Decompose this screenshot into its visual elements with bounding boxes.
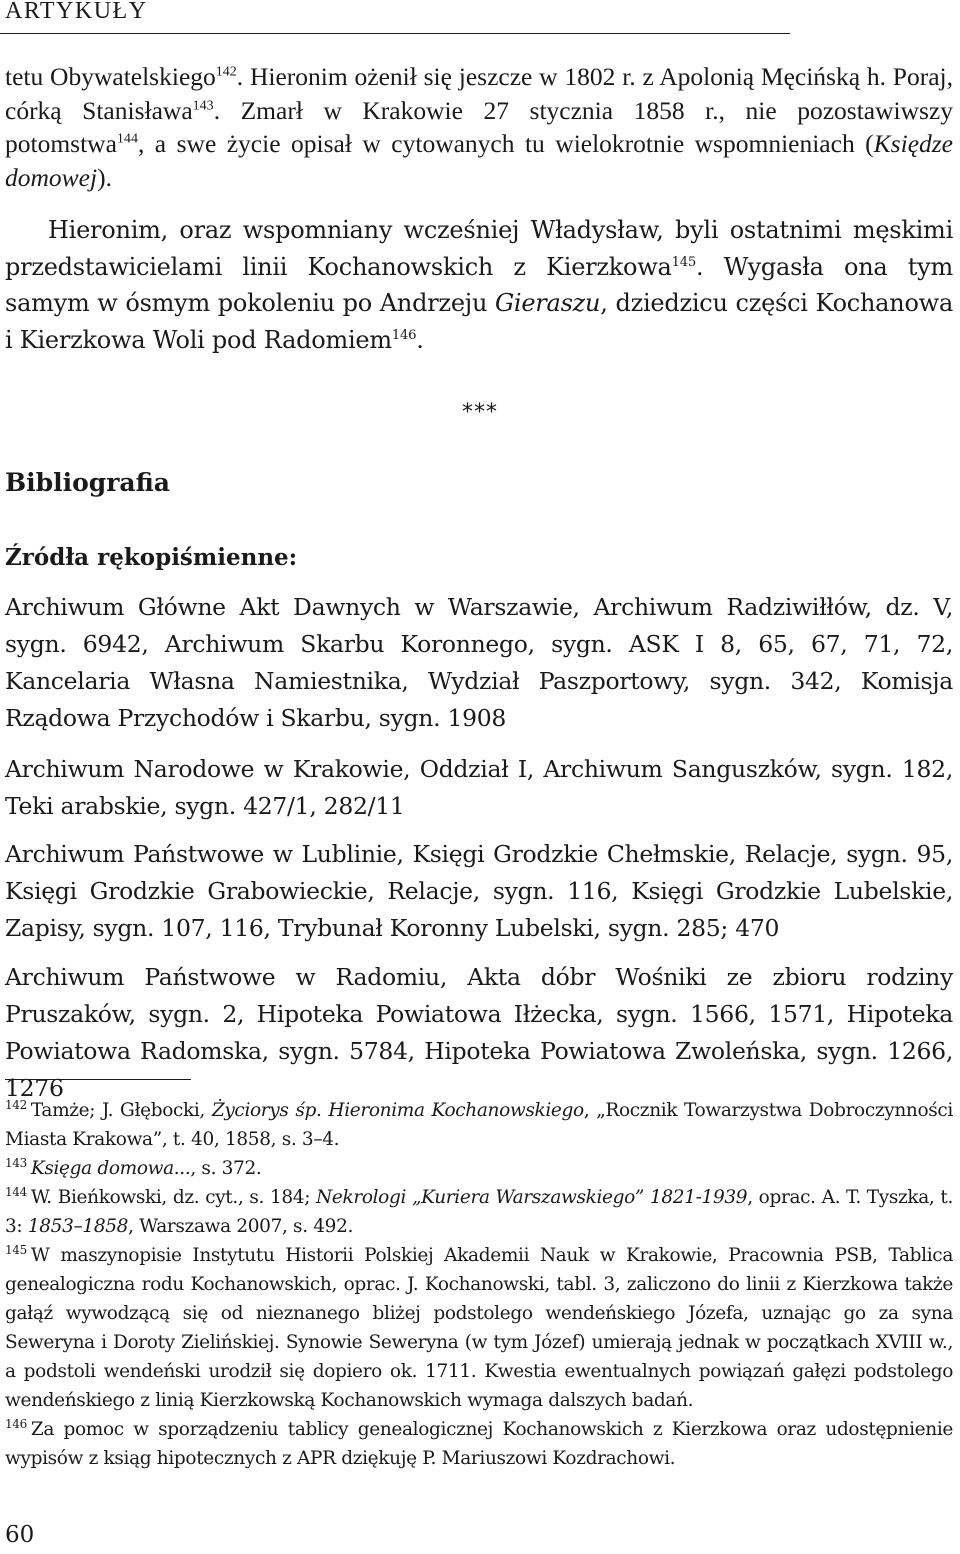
text-run: W maszynopisie Instytutu Historii Polskiej Akademii Nauk w Krakowie, Pracownia PSB, Tablica genealogiczna rodu Kochanowskich, oprac. J. Kochanowski, tabl. 3, zaliczono do linii z Kierzkowa także gałąź wywodzącą się od nieznanego bliżej podstolego wendeńskiego Józefa, uznając go za syna Seweryna i Doroty Zielińskiej. Synowie Seweryna (w tym Józef) umierają jednak w początkach XVIII w., a podstoli wendeński urodził się dopiero ok. 1711. Kwestia ewentualnych powiązań gałęzi podstolego wendeńskiego z linią Kierzkowską Kochanowskich wymaga dalszych badań. — [5, 1245, 953, 1411]
text-run: W. Bieńkowski, dz. cyt., s. 184; — [30, 1187, 317, 1208]
bibliography-entry: Archiwum Państwowe w Radomiu, Akta dóbr Wośniki ze zbioru rodziny Pruszaków, sygn. 2, Hipoteka Powiatowa Iłżecka, sygn. 1566, 1571, Hipoteka Powiatowa Radomska, sygn. 5784, Hipoteka Powiatowa Zwoleńska, sygn. 1266, 1276 — [5, 963, 953, 1102]
footnote-number: 142 — [5, 1097, 27, 1112]
page-number: 60 — [5, 1522, 35, 1548]
italic-title: Życiorys śp. Hieronima Kochanowskiego — [211, 1100, 584, 1121]
footnote-ref-145[interactable]: 145 — [671, 254, 697, 270]
footnote-ref-142[interactable]: 142 — [215, 64, 237, 80]
footnote-ref-144[interactable]: 144 — [116, 131, 138, 147]
footnote-number: 143 — [5, 1155, 27, 1170]
section-separator: *** — [462, 400, 498, 425]
italic-name: Gieraszu — [495, 289, 601, 317]
text-run: . Zmarł w Krakowie 27 stycznia 1858 r., nie pozostawiwszy potomstwa — [5, 95, 954, 158]
footnote-number: 146 — [5, 1416, 27, 1431]
italic-title: 1853–1858 — [27, 1216, 129, 1237]
footnote-144 — [5, 1183, 953, 1241]
bibliography-heading: Bibliografia — [5, 468, 171, 497]
footnote-number: 144 — [5, 1184, 27, 1199]
header-rule — [0, 33, 790, 34]
text-run: , s. 372. — [190, 1158, 262, 1179]
section-header: ARTYKUŁY — [5, 0, 148, 24]
text-run: . Hieronim ożenił się jeszcze w 1802 r. z Apolonią Męcińską h. Poraj, córką Stanisława — [5, 62, 953, 125]
italic-title: Księdze domowej — [5, 129, 953, 192]
bibliography-entry: Archiwum Państwowe w Lublinie, Księgi Grodzkie Chełmskie, Relacje, sygn. 95, Księgi Grodzkie Grabowieckie, Relacje, sygn. 116, Księgi Grodzkie Lubelskie, Zapisy, sygn. 107, 116, Trybunał Koronny Lubelski, sygn. 285; 470 — [5, 840, 953, 942]
bibliography-entry: Archiwum Główne Akt Dawnych w Warszawie, Archiwum Radziwiłłów, dz. V, sygn. 6942, Archiwum Skarbu Koronnego, sygn. ASK I 8, 65, 67, 71, 72, Kancelaria Własna Namiestnika, Wydział Paszportowy, sygn. 342, Komisja Rządowa Przychodów i Skarbu, sygn. 1908 — [5, 593, 953, 732]
text-run: Hieronim, oraz wspomniany wcześniej Władysław, byli ostatnimi męskimi przedstawicielami linii Kochanowskich z Kierzkowa — [5, 216, 953, 281]
footnotes — [5, 1096, 953, 1473]
body-paragraph-2 — [5, 212, 953, 358]
text-run: ). — [97, 162, 112, 192]
footnote-142 — [5, 1096, 953, 1154]
italic-title: Księga domowa... — [30, 1158, 191, 1179]
text-run: . — [416, 325, 424, 354]
footnote-145 — [5, 1241, 953, 1415]
text-run: , dziedzicu części Kochanowa i Kierzkowa Woli pod Radomiem — [5, 289, 954, 354]
text-run: Tamże; J. Głębocki, — [30, 1100, 212, 1121]
body-paragraph-1 — [5, 60, 953, 194]
text-run: . Wygasła ona tym samym w ósmym pokoleniu po Andrzeju — [5, 252, 954, 317]
footnote-146 — [5, 1415, 953, 1473]
footnote-ref-143[interactable]: 143 — [192, 98, 214, 113]
footnote-number: 145 — [5, 1242, 27, 1257]
text-run: , „Rocznik Towarzystwa Dobroczynności Miasta Krakowa”, t. 40, 1858, s. 3–4. — [5, 1100, 953, 1150]
footnote-ref-146[interactable]: 146 — [391, 327, 417, 343]
text-run: , Warszawa 2007, s. 492. — [128, 1216, 354, 1237]
bibliography-entry: Archiwum Narodowe w Krakowie, Oddział I, Archiwum Sanguszków, sygn. 182, Teki arabskie, sygn. 427/1, 282/11 — [5, 755, 953, 820]
sources-subheading: Źródła rękopiśmienne: — [5, 544, 298, 571]
italic-title: Nekrologi „Kuriera Warszawskiego” 1821-1939 — [316, 1187, 748, 1208]
text-run: Za pomoc w sporządzeniu tablicy genealogicznej Kochanowskich z Kierzkowa oraz udostępnienie wypisów z ksiąg hipotecznych z APR dziękuję P. Mariuszowi Kozdrachowi. — [5, 1419, 953, 1469]
footnote-143 — [5, 1154, 953, 1183]
text-run: , a swe życie opisał w cytowanych tu wielokrotnie wspomnieniach ( — [137, 129, 874, 158]
text-run: tetu Obywatelskiego — [5, 62, 216, 91]
text-run: , oprac. A. T. Tyszka, t. 3: — [5, 1187, 953, 1237]
footnote-rule — [5, 1079, 191, 1080]
